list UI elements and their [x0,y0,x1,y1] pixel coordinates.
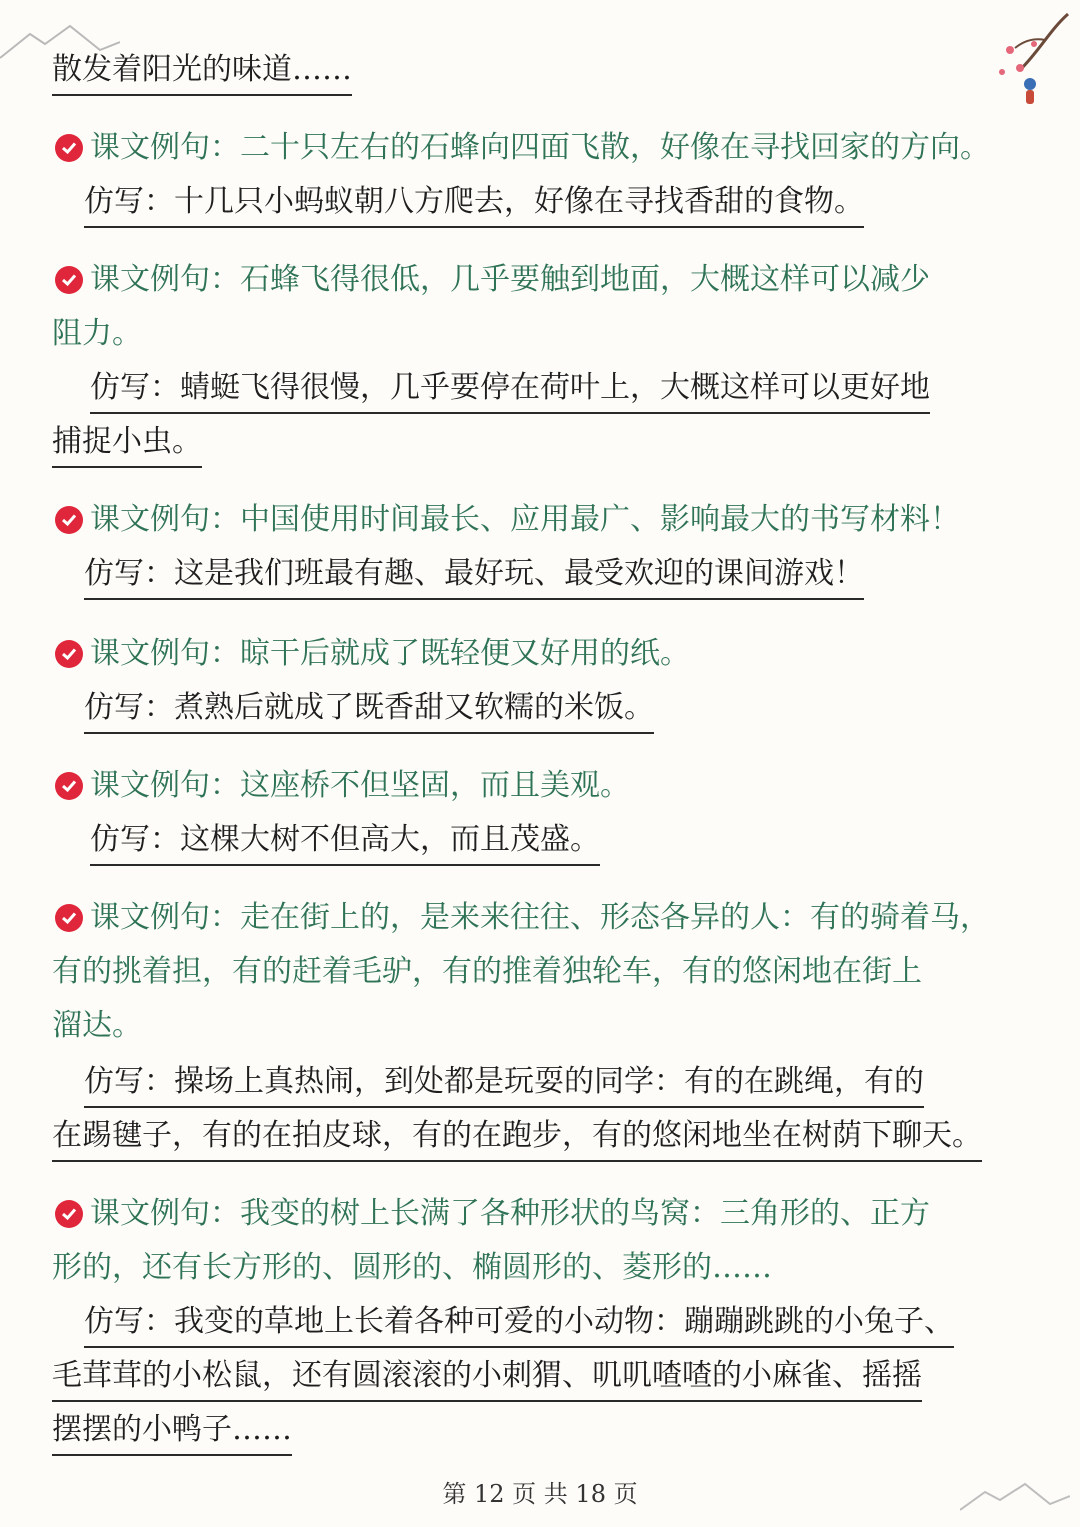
checkmark-icon [55,772,83,800]
imitation-sentence: 毛茸茸的小松鼠，还有圆滚滚的小刺猬、叽叽喳喳的小麻雀、摇摇 [52,1354,922,1402]
imitation-sentence: 捕捉小虫。 [52,420,202,468]
example-sentence: 课文例句：我变的树上长满了各种形状的鸟窝：三角形的、正方 [90,1196,930,1231]
imitation-sentence: 仿写：操场上真热闹，到处都是玩耍的同学：有的在跳绳，有的 [84,1060,924,1108]
example-sentence: 课文例句：石蜂飞得很低，几乎要触到地面，大概这样可以减少 [90,262,930,297]
text-line: 散发着阳光的味道…… [52,48,352,96]
checkmark-icon [55,506,83,534]
example-sentence: 阻力。 [52,316,142,351]
checkmark-icon [55,1200,83,1228]
imitation-sentence: 仿写：蜻蜓飞得很慢，几乎要停在荷叶上，大概这样可以更好地 [90,366,930,414]
imitation-sentence: 仿写：这是我们班最有趣、最好玩、最受欢迎的课间游戏！ [84,552,864,600]
example-sentence: 溜达。 [52,1008,142,1043]
example-sentence: 课文例句：走在街上的，是来来往往、形态各异的人：有的骑着马， [90,900,990,935]
imitation-sentence: 摆摆的小鸭子…… [52,1408,292,1456]
example-sentence: 课文例句：中国使用时间最长、应用最广、影响最大的书写材料！ [90,502,960,537]
example-sentence: 课文例句：晾干后就成了既轻便又好用的纸。 [90,636,690,671]
example-sentence: 课文例句：二十只左右的石蜂向四面飞散，好像在寻找回家的方向。 [90,130,990,165]
imitation-sentence: 仿写：我变的草地上长着各种可爱的小动物：蹦蹦跳跳的小兔子、 [84,1300,954,1348]
page-number: 第 12 页 共 18 页 [442,1480,638,1508]
checkmark-icon [55,266,83,294]
checkmark-icon [55,904,83,932]
imitation-sentence: 仿写：十几只小蚂蚁朝八方爬去，好像在寻找香甜的食物。 [84,180,864,228]
imitation-sentence: 仿写：煮熟后就成了既香甜又软糯的米饭。 [84,686,654,734]
example-sentence: 有的挑着担，有的赶着毛驴，有的推着独轮车，有的悠闲地在街上 [52,954,922,989]
imitation-sentence: 仿写：这棵大树不但高大，而且茂盛。 [90,818,600,866]
plum-branch-icon [990,10,1070,110]
imitation-sentence: 在踢毽子，有的在拍皮球，有的在跑步，有的悠闲地坐在树荫下聊天。 [52,1114,982,1162]
checkmark-icon [55,640,83,668]
checkmark-icon [55,134,83,162]
example-sentence: 课文例句：这座桥不但坚固，而且美观。 [90,768,630,803]
example-sentence: 形的，还有长方形的、圆形的、椭圆形的、菱形的…… [52,1250,772,1285]
